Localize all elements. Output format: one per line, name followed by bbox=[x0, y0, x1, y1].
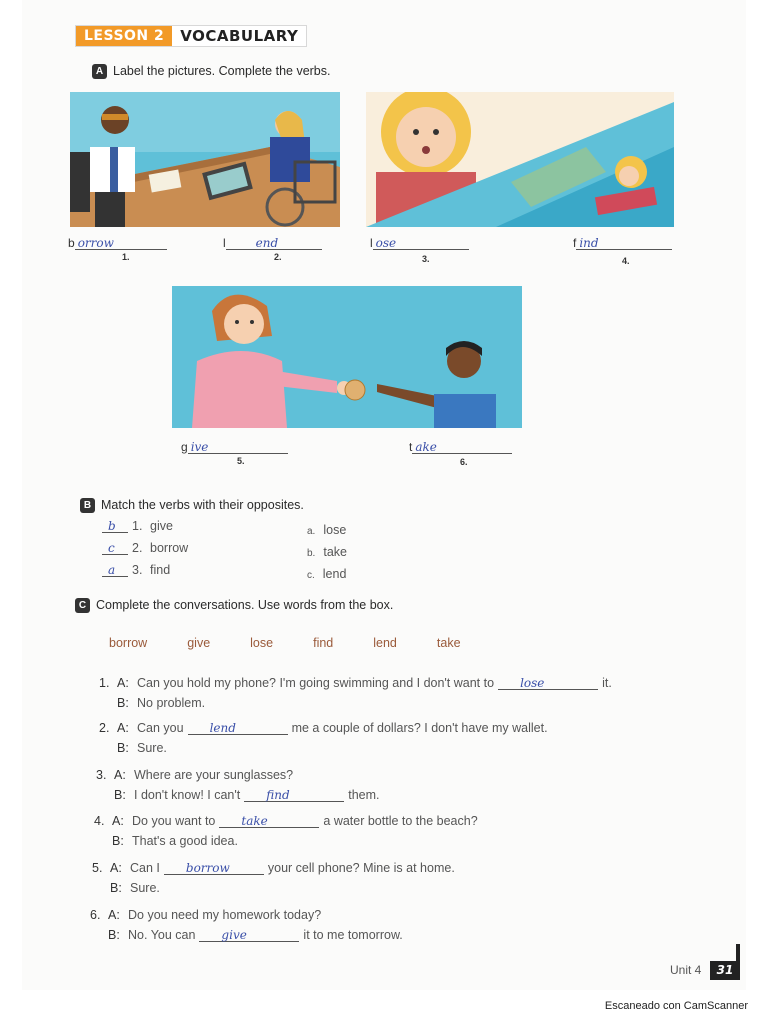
conv-5-b: Sure. bbox=[130, 881, 160, 895]
speaker-b: B: bbox=[108, 928, 120, 942]
label-item-5 bbox=[181, 440, 288, 454]
label-5-number: 5. bbox=[237, 456, 245, 466]
match-2-answer: c bbox=[108, 541, 115, 555]
label-item-1 bbox=[68, 236, 167, 250]
label-2-number: 2. bbox=[274, 252, 282, 262]
conv-2-a-after: me a couple of dollars? I don't have my wallet. bbox=[291, 721, 548, 735]
speaker-a: A: bbox=[112, 814, 124, 828]
match-3-blank[interactable] bbox=[102, 563, 128, 577]
conv-4-blank[interactable] bbox=[219, 814, 319, 828]
conv-2-answer: lend bbox=[209, 721, 236, 735]
label-2-prefix: l bbox=[223, 236, 226, 250]
conversation-6 bbox=[90, 902, 403, 942]
word-box-item: lose bbox=[250, 636, 274, 650]
speaker-a: A: bbox=[110, 861, 122, 875]
conv-3-number: 3. bbox=[96, 768, 107, 782]
label-3-blank[interactable] bbox=[373, 236, 469, 250]
conv-4-b: That's a good idea. bbox=[132, 834, 238, 848]
opposite-a-letter: a. bbox=[307, 526, 316, 537]
section-c-text: Complete the conversations. Use words from the box. bbox=[96, 598, 394, 612]
speaker-b: B: bbox=[110, 881, 122, 895]
label-6-prefix: t bbox=[409, 440, 413, 454]
conversation-2 bbox=[99, 715, 548, 755]
conv-6-number: 6. bbox=[90, 908, 101, 922]
lesson-tag: LESSON 2 bbox=[76, 26, 172, 46]
section-b-instruction bbox=[80, 498, 304, 513]
conv-3-answer: find bbox=[266, 788, 290, 802]
conv-6-a: Do you need my homework today? bbox=[128, 908, 322, 922]
section-a-badge: A bbox=[92, 64, 107, 79]
label-4-answer: ind bbox=[579, 236, 599, 250]
match-3-answer: a bbox=[108, 563, 116, 577]
speaker-a: A: bbox=[117, 721, 129, 735]
label-1-number: 1. bbox=[122, 252, 130, 262]
speaker-a: A: bbox=[117, 676, 129, 690]
match-1-answer: b bbox=[108, 519, 116, 533]
opposite-b-letter: b. bbox=[307, 548, 316, 559]
conv-5-number: 5. bbox=[92, 861, 103, 875]
conversation-1 bbox=[99, 670, 612, 710]
label-6-number: 6. bbox=[460, 457, 468, 467]
conv-1-a-after: it. bbox=[602, 676, 612, 690]
label-6-answer: ake bbox=[415, 440, 437, 454]
section-a-instruction bbox=[92, 64, 330, 79]
conv-4-a-before: Do you want to bbox=[132, 814, 216, 828]
conversation-3 bbox=[96, 762, 380, 802]
conv-6-b-before: No. You can bbox=[128, 928, 196, 942]
picture-lose-find bbox=[366, 92, 674, 227]
picture-give-take bbox=[172, 286, 522, 428]
conv-5-blank[interactable] bbox=[164, 861, 264, 875]
conv-1-b: No problem. bbox=[137, 696, 206, 710]
conv-2-a-before: Can you bbox=[137, 721, 184, 735]
label-6-blank[interactable] bbox=[412, 440, 512, 454]
conv-6-answer: give bbox=[221, 928, 247, 942]
opposite-b bbox=[307, 545, 347, 559]
opposite-a bbox=[307, 523, 346, 537]
scanner-watermark: Escaneado con CamScanner bbox=[604, 1000, 748, 1012]
conv-2-blank[interactable] bbox=[188, 721, 288, 735]
label-4-prefix: f bbox=[573, 236, 577, 250]
word-box-item: take bbox=[436, 636, 461, 650]
label-5-prefix: g bbox=[181, 440, 188, 454]
conv-4-number: 4. bbox=[94, 814, 105, 828]
match-2-blank[interactable] bbox=[102, 541, 128, 555]
word-box-item: find bbox=[313, 636, 334, 650]
speaker-b: B: bbox=[117, 696, 129, 710]
label-5-blank[interactable] bbox=[188, 440, 288, 454]
match-verb-1 bbox=[102, 519, 173, 533]
conversation-4 bbox=[94, 808, 478, 848]
match-verb-2 bbox=[102, 541, 188, 555]
section-a-text: Label the pictures. Complete the verbs. bbox=[113, 64, 331, 78]
conversation-5 bbox=[92, 855, 455, 895]
speaker-b: B: bbox=[112, 834, 124, 848]
speaker-a: A: bbox=[114, 768, 126, 782]
lesson-title: VOCABULARY bbox=[172, 26, 306, 46]
label-3-answer: ose bbox=[375, 236, 397, 250]
conv-5-a-after: your cell phone? Mine is at home. bbox=[267, 861, 455, 875]
conv-6-b-after: it to me tomorrow. bbox=[303, 928, 403, 942]
opposite-c bbox=[307, 567, 346, 581]
label-1-blank[interactable] bbox=[75, 236, 167, 250]
label-1-answer: orrow bbox=[77, 236, 114, 250]
picture-office-scene bbox=[70, 92, 340, 227]
conv-6-blank[interactable] bbox=[199, 928, 299, 942]
opposite-c-word: lend bbox=[322, 567, 347, 581]
label-1-prefix: b bbox=[68, 236, 75, 250]
conv-4-answer: take bbox=[241, 814, 268, 828]
conv-2-b: Sure. bbox=[137, 741, 167, 755]
section-b-badge: B bbox=[80, 498, 95, 513]
label-item-4 bbox=[573, 236, 672, 250]
section-c-instruction bbox=[75, 598, 393, 613]
conv-1-answer: lose bbox=[520, 676, 545, 690]
word-box-item: borrow bbox=[109, 636, 148, 650]
conv-3-blank[interactable] bbox=[244, 788, 344, 802]
match-3-number: 3. bbox=[132, 563, 143, 577]
conv-1-blank[interactable] bbox=[498, 676, 598, 690]
match-verb-3 bbox=[102, 563, 170, 577]
label-3-number: 3. bbox=[422, 254, 430, 264]
label-3-prefix: l bbox=[370, 236, 373, 250]
speaker-b: B: bbox=[114, 788, 126, 802]
word-box-item: lend bbox=[373, 636, 397, 650]
label-2-blank[interactable] bbox=[226, 236, 322, 250]
label-item-6 bbox=[409, 440, 512, 454]
lesson-header bbox=[75, 25, 307, 47]
conv-3-b-after: them. bbox=[348, 788, 380, 802]
word-box-item: give bbox=[187, 636, 211, 650]
match-1-number: 1. bbox=[132, 519, 143, 533]
conv-2-number: 2. bbox=[99, 721, 110, 735]
opposite-b-word: take bbox=[323, 545, 347, 559]
label-2-answer: end bbox=[255, 236, 279, 250]
opposite-c-letter: c. bbox=[307, 570, 315, 581]
opposite-a-word: lose bbox=[323, 523, 347, 537]
speaker-b: B: bbox=[117, 741, 129, 755]
page-number: 31 bbox=[710, 961, 740, 980]
unit-label: Unit 4 bbox=[670, 963, 702, 977]
conv-5-a-before: Can I bbox=[130, 861, 160, 875]
label-item-2 bbox=[223, 236, 322, 250]
label-item-3 bbox=[370, 236, 469, 250]
section-c-badge: C bbox=[75, 598, 90, 613]
conv-3-b-before: I don't know! I can't bbox=[134, 788, 241, 802]
conv-5-answer: borrow bbox=[185, 861, 230, 875]
label-5-answer: ive bbox=[190, 440, 209, 454]
label-4-number: 4. bbox=[622, 256, 630, 266]
match-1-word: give bbox=[150, 519, 173, 533]
conv-1-number: 1. bbox=[99, 676, 110, 690]
match-2-number: 2. bbox=[132, 541, 143, 555]
word-box bbox=[109, 636, 501, 650]
conv-3-a: Where are your sunglasses? bbox=[134, 768, 294, 782]
match-3-word: find bbox=[150, 563, 171, 577]
conv-4-a-after: a water bottle to the beach? bbox=[323, 814, 478, 828]
match-1-blank[interactable] bbox=[102, 519, 128, 533]
section-b-text: Match the verbs with their opposites. bbox=[101, 498, 304, 512]
speaker-a: A: bbox=[108, 908, 120, 922]
label-4-blank[interactable] bbox=[576, 236, 672, 250]
match-2-word: borrow bbox=[150, 541, 189, 555]
conv-1-a-before: Can you hold my phone? I'm going swimming and I don't want to bbox=[137, 676, 495, 690]
